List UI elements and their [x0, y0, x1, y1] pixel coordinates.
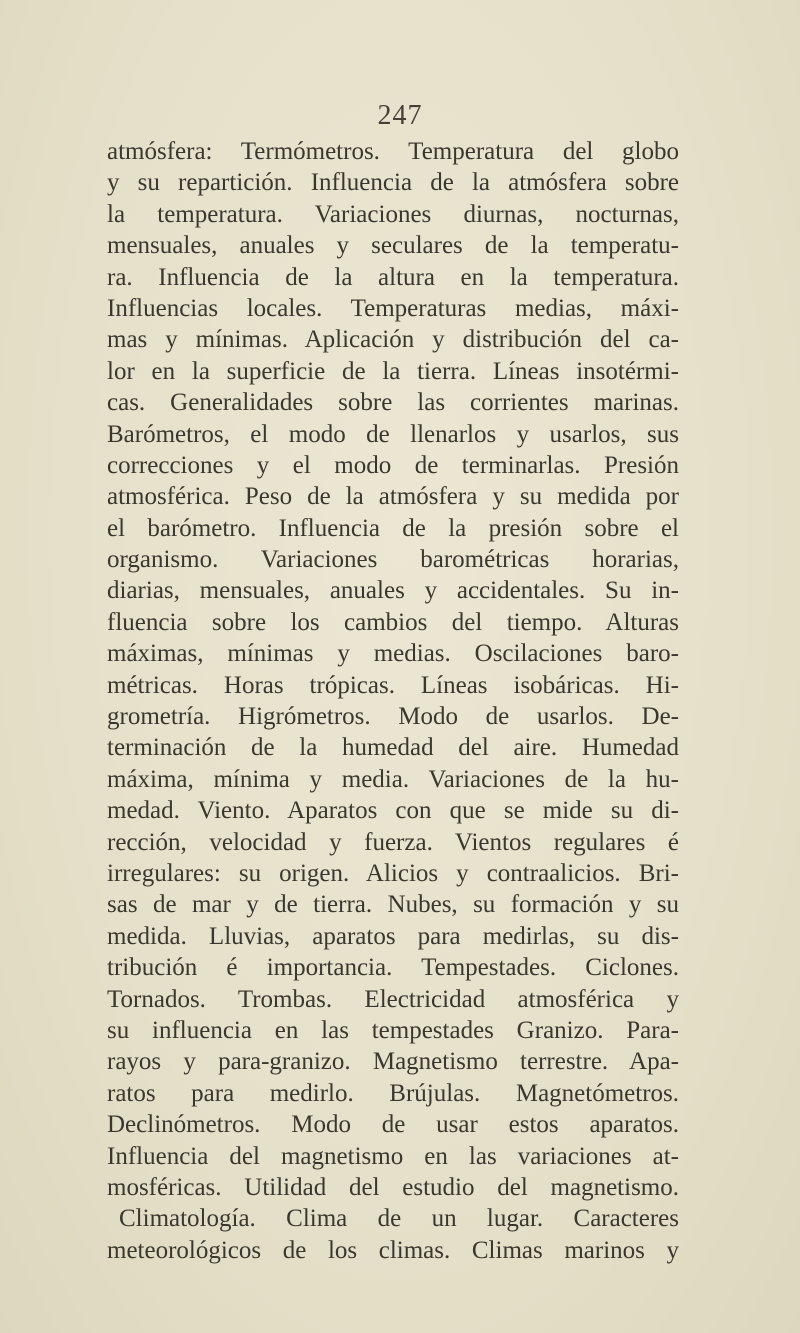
- text-line: ratos para medirlo. Brújulas. Magnetómetros.: [107, 1079, 679, 1107]
- text-line: fluencia sobre los cambios del tiempo. Alturas: [107, 608, 679, 636]
- text-line: Influencia del magnetismo en las variaciones at-: [107, 1142, 679, 1170]
- text-line: mas y mínimas. Aplicación y distribución del ca-: [107, 326, 679, 354]
- text-line: máxima, mínima y media. Variaciones de la hu-: [107, 765, 679, 793]
- text-line: mensuales, anuales y seculares de la temperatu-: [107, 232, 679, 260]
- text-line: Barómetros, el modo de llenarlos y usarlos, sus: [107, 420, 679, 448]
- text-line: diarias, mensuales, anuales y accidentales. Su in-: [107, 577, 679, 605]
- text-line: Tornados. Trombas. Electricidad atmosférica y: [107, 985, 679, 1013]
- text-line: y su repartición. Influencia de la atmósfera sobre: [107, 169, 679, 197]
- text-line: tribución é importancia. Tempestades. Ciclones.: [107, 954, 679, 982]
- text-line: mosféricas. Utilidad del estudio del magnetismo.: [107, 1173, 679, 1201]
- text-line: rección, velocidad y fuerza. Vientos regulares é: [107, 828, 679, 856]
- text-line: lor en la superficie de la tierra. Líneas insotérmi-: [107, 357, 679, 385]
- text-line: ra. Influencia de la altura en la temperatura.: [107, 263, 679, 291]
- text-line: atmósfera: Termómetros. Temperatura del globo: [107, 138, 679, 165]
- text-line: sas de mar y de tierra. Nubes, su formación y su: [107, 891, 679, 919]
- text-line: atmosférica. Peso de la atmósfera y su medida por: [107, 483, 679, 511]
- text-line: Declinómetros. Modo de usar estos aparatos.: [107, 1111, 679, 1139]
- text-line: grometría. Higrómetros. Modo de usarlos. De-: [107, 703, 679, 731]
- body-text: [107, 136, 679, 1266]
- page-number: 247: [377, 100, 423, 131]
- text-line: medida. Lluvias, aparatos para medirlas, su dis-: [107, 922, 679, 950]
- text-line: medad. Viento. Aparatos con que se mide su di-: [107, 797, 679, 825]
- text-line: irregulares: su origen. Alicios y contraalicios. Bri-: [107, 859, 679, 887]
- text-line: Influencias locales. Temperaturas medias, máxi-: [107, 294, 679, 322]
- text-line: su influencia en las tempestades Granizo. Para-: [107, 1016, 679, 1044]
- text-line: rayos y para-granizo. Magnetismo terrestre. Apa-: [107, 1048, 679, 1076]
- text-line-paragraph-start: Climatología. Clima de un lugar. Caracteres: [119, 1205, 679, 1233]
- text-line: el barómetro. Influencia de la presión sobre el: [107, 514, 679, 542]
- text-line: terminación de la humedad del aire. Humedad: [107, 734, 679, 762]
- text-line: cas. Generalidades sobre las corrientes marinas.: [107, 389, 679, 417]
- text-line: métricas. Horas trópicas. Líneas isobáricas. Hi-: [107, 671, 679, 699]
- text-line: máximas, mínimas y medias. Oscilaciones baro-: [107, 640, 679, 668]
- text-line: meteorológicos de los climas. Climas marinos y: [107, 1236, 679, 1264]
- text-line: organismo. Variaciones barométricas horarias,: [107, 546, 679, 574]
- text-line: correcciones y el modo de terminarlas. Presión: [107, 451, 679, 479]
- text-line: la temperatura. Variaciones diurnas, nocturnas,: [107, 200, 679, 228]
